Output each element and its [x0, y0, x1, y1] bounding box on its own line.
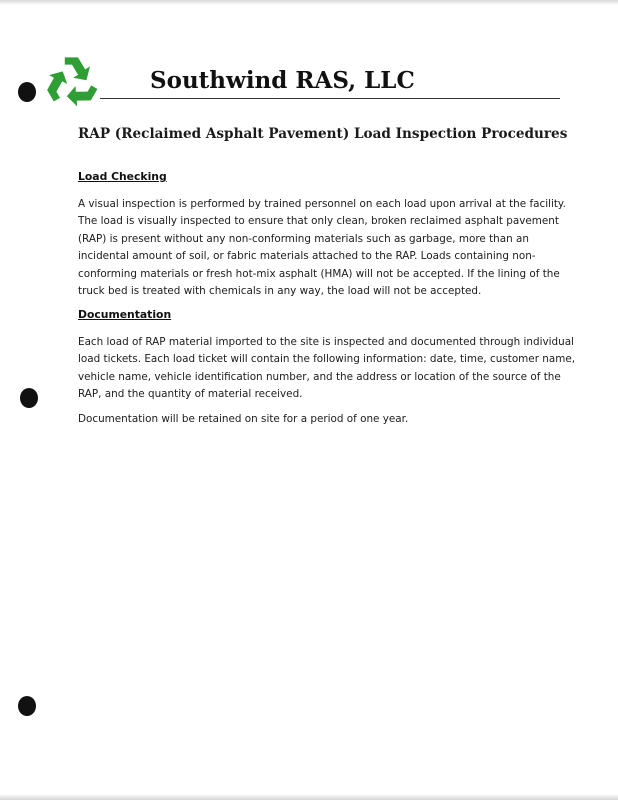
section-heading-documentation: Documentation — [78, 308, 172, 321]
section-heading-load-checking: Load Checking — [78, 170, 167, 183]
document-title: RAP (Reclaimed Asphalt Pavement) Load Inspection Procedures — [78, 126, 568, 142]
paragraph-documentation — [78, 334, 576, 404]
punch-hole-middle — [20, 388, 38, 408]
text-line: Each load of RAP material imported to the site is inspected and documented through individual — [78, 336, 574, 348]
text-line: truck bed is treated with chemicals in any way, the load will not be accepted. — [78, 285, 482, 298]
text-line: (RAP) is present without any non-conforming materials such as garbage, more than an — [78, 232, 529, 245]
text-line: The load is visually inspected to ensure that only clean, broken reclaimed asphalt pavement — [78, 215, 559, 228]
punch-hole-bottom — [18, 696, 36, 716]
paragraph-retention — [78, 411, 558, 428]
text-line: Documentation will be retained on site for a period of one year. — [78, 413, 409, 425]
text-line: vehicle name, vehicle identification number, and the address or location of the source of the — [78, 370, 561, 383]
text-line: conforming materials or fresh hot-mix asphalt (HMA) will not be accepted. If the lining of the — [78, 267, 560, 280]
recycle-icon — [42, 49, 102, 109]
punch-hole-top — [18, 82, 36, 102]
scan-edge-bottom — [0, 794, 618, 800]
text-line: RAP, and the quantity of material received. — [78, 388, 303, 401]
text-line: A visual inspection is performed by trained personnel on each load upon arrival at the facility. — [78, 198, 566, 210]
company-name: Southwind RAS, LLC — [150, 67, 415, 94]
paragraph-load-checking — [78, 196, 566, 300]
text-line: incidental amount of soil, or fabric materials attached to the RAP. Loads containing non- — [78, 250, 536, 263]
scan-edge-top — [0, 0, 618, 5]
header-divider — [100, 98, 560, 99]
text-line: load tickets. Each load ticket will contain the following information: date, time, customer name, — [78, 353, 576, 366]
